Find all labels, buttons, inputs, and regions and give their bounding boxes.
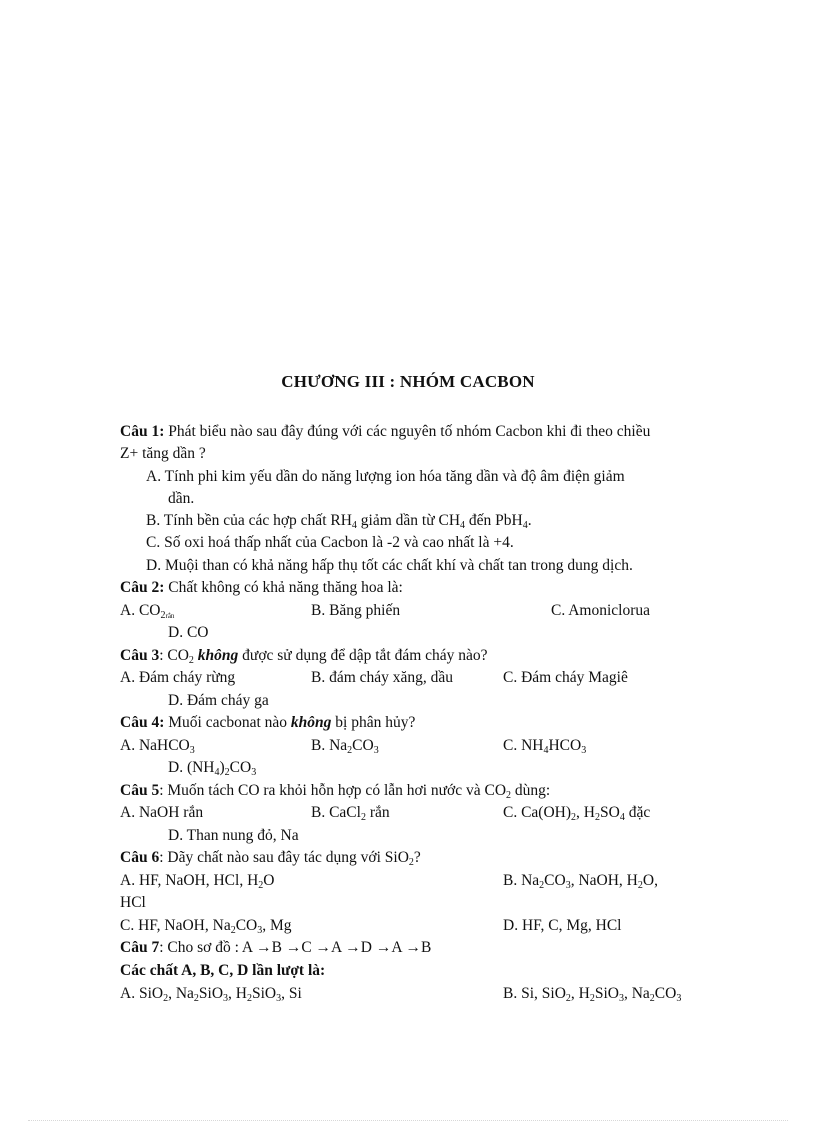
q6-option-c: C. HF, NaOH, $Na_2CO_3$, Mg	[120, 917, 292, 936]
q7-label: Câu 7	[120, 939, 160, 956]
q6-stem: Câu 6: Dãy chất nào sau đây tác dụng với SiO$_2$?	[120, 849, 421, 868]
q5-option-c: C. $Ca(OH)_2$, $H_2SO_4$ đặc	[503, 804, 651, 823]
q7-substem: Các chất A, B, C, D lần lượt là:	[120, 962, 326, 979]
q4-option-b: B. $Na_2CO_3$	[311, 737, 379, 756]
q1-option-c: C. Số oxi hoá thấp nhất của Cacbon là -2 và cao nhất là +4.	[146, 534, 514, 551]
q7-option-b: B. Si, SiO$_2$, $H_2SiO_3$, $Na_2CO_3$	[503, 985, 682, 1004]
q4-stem: Câu 4: Muối cacbonat nào không bị phân hủy?	[120, 714, 416, 731]
q2-option-a: A. $CO_2rắn$	[120, 602, 175, 621]
q5-option-d: D. Than nung đỏ, Na	[168, 827, 299, 844]
q6-option-b: B. $Na_2CO_3$, NaOH, $H_2O$,	[503, 872, 658, 891]
q1-text: Phát biểu nào sau đây đúng với các nguyên tố nhóm Cacbon khi đi theo chiều	[168, 423, 651, 440]
q3-option-d: D. Đám cháy ga	[168, 692, 269, 709]
q7-option-a: A. SiO$_2$, $Na_2SiO_3$, $H_2SiO_3$, Si	[120, 985, 302, 1004]
q1-label: Câu 1:	[120, 423, 165, 440]
q4-label: Câu 4:	[120, 714, 165, 731]
q1-stem	[120, 422, 650, 442]
q7-stem: Câu 7: Cho sơ đồ : A →B →C →A →D →A →B	[120, 939, 432, 956]
footer-divider	[28, 1120, 788, 1121]
q3-option-a: A. Đám cháy rừng	[120, 669, 236, 686]
q5-option-a: A. NaOH rắn	[120, 804, 204, 821]
q2-option-c: C. Amoniclorua	[551, 602, 651, 619]
q3-option-c: C. Đám cháy Magiê	[503, 669, 628, 686]
q4-option-d: D. $(NH_4)_2CO_3$	[168, 759, 257, 778]
q3-option-b: B. đám cháy xăng, dầu	[311, 669, 454, 686]
q6-option-b-cont: HCl	[120, 894, 146, 911]
q2-label: Câu 2:	[120, 579, 165, 596]
q1-option-d: D. Muội than có khả năng hấp thụ tốt các chất khí và chất tan trong dung dịch.	[146, 557, 633, 574]
q2-option-b: B. Băng phiến	[311, 602, 401, 619]
page-title: CHƯƠNG III : NHÓM CACBON	[281, 372, 535, 391]
q5-stem: Câu 5: Muốn tách CO ra khỏi hỗn hợp có lẫn hơi nước và $CO_2$ dùng:	[120, 782, 551, 801]
q6-option-a: A. HF, NaOH, HCl, $H_2O$	[120, 872, 275, 891]
q1-option-b: B. Tính bền của các hợp chất $RH_4$ giảm dần từ $CH_4$ đến PbH$_4$.	[146, 512, 532, 531]
q1-option-a-cont: dần.	[168, 490, 195, 507]
q2-stem: Câu 2: Chất không có khả năng thăng hoa là:	[120, 579, 403, 596]
q6-label: Câu 6	[120, 849, 160, 866]
q1-stem-cont: Z+ tăng dần ?	[120, 445, 206, 462]
q4-option-a: A. NaHCO$_3$	[120, 737, 195, 756]
q6-option-d: D. HF, C, Mg, HCl	[503, 917, 622, 934]
q4-option-c: C. $NH_4HCO_3$	[503, 737, 587, 756]
q1-option-a: A. Tính phi kim yếu dần do năng lượng ion hóa tăng dần và độ âm điện giảm	[146, 468, 625, 485]
q5-label: Câu 5	[120, 782, 160, 799]
q3-label: Câu 3	[120, 647, 160, 664]
q5-option-b: B. CaCl$_2$ rắn	[311, 804, 390, 823]
q3-stem: Câu 3: $CO_2$ không được sử dụng để dập tắt đám cháy nào?	[120, 647, 488, 666]
q2-option-d: D. CO	[168, 624, 209, 641]
